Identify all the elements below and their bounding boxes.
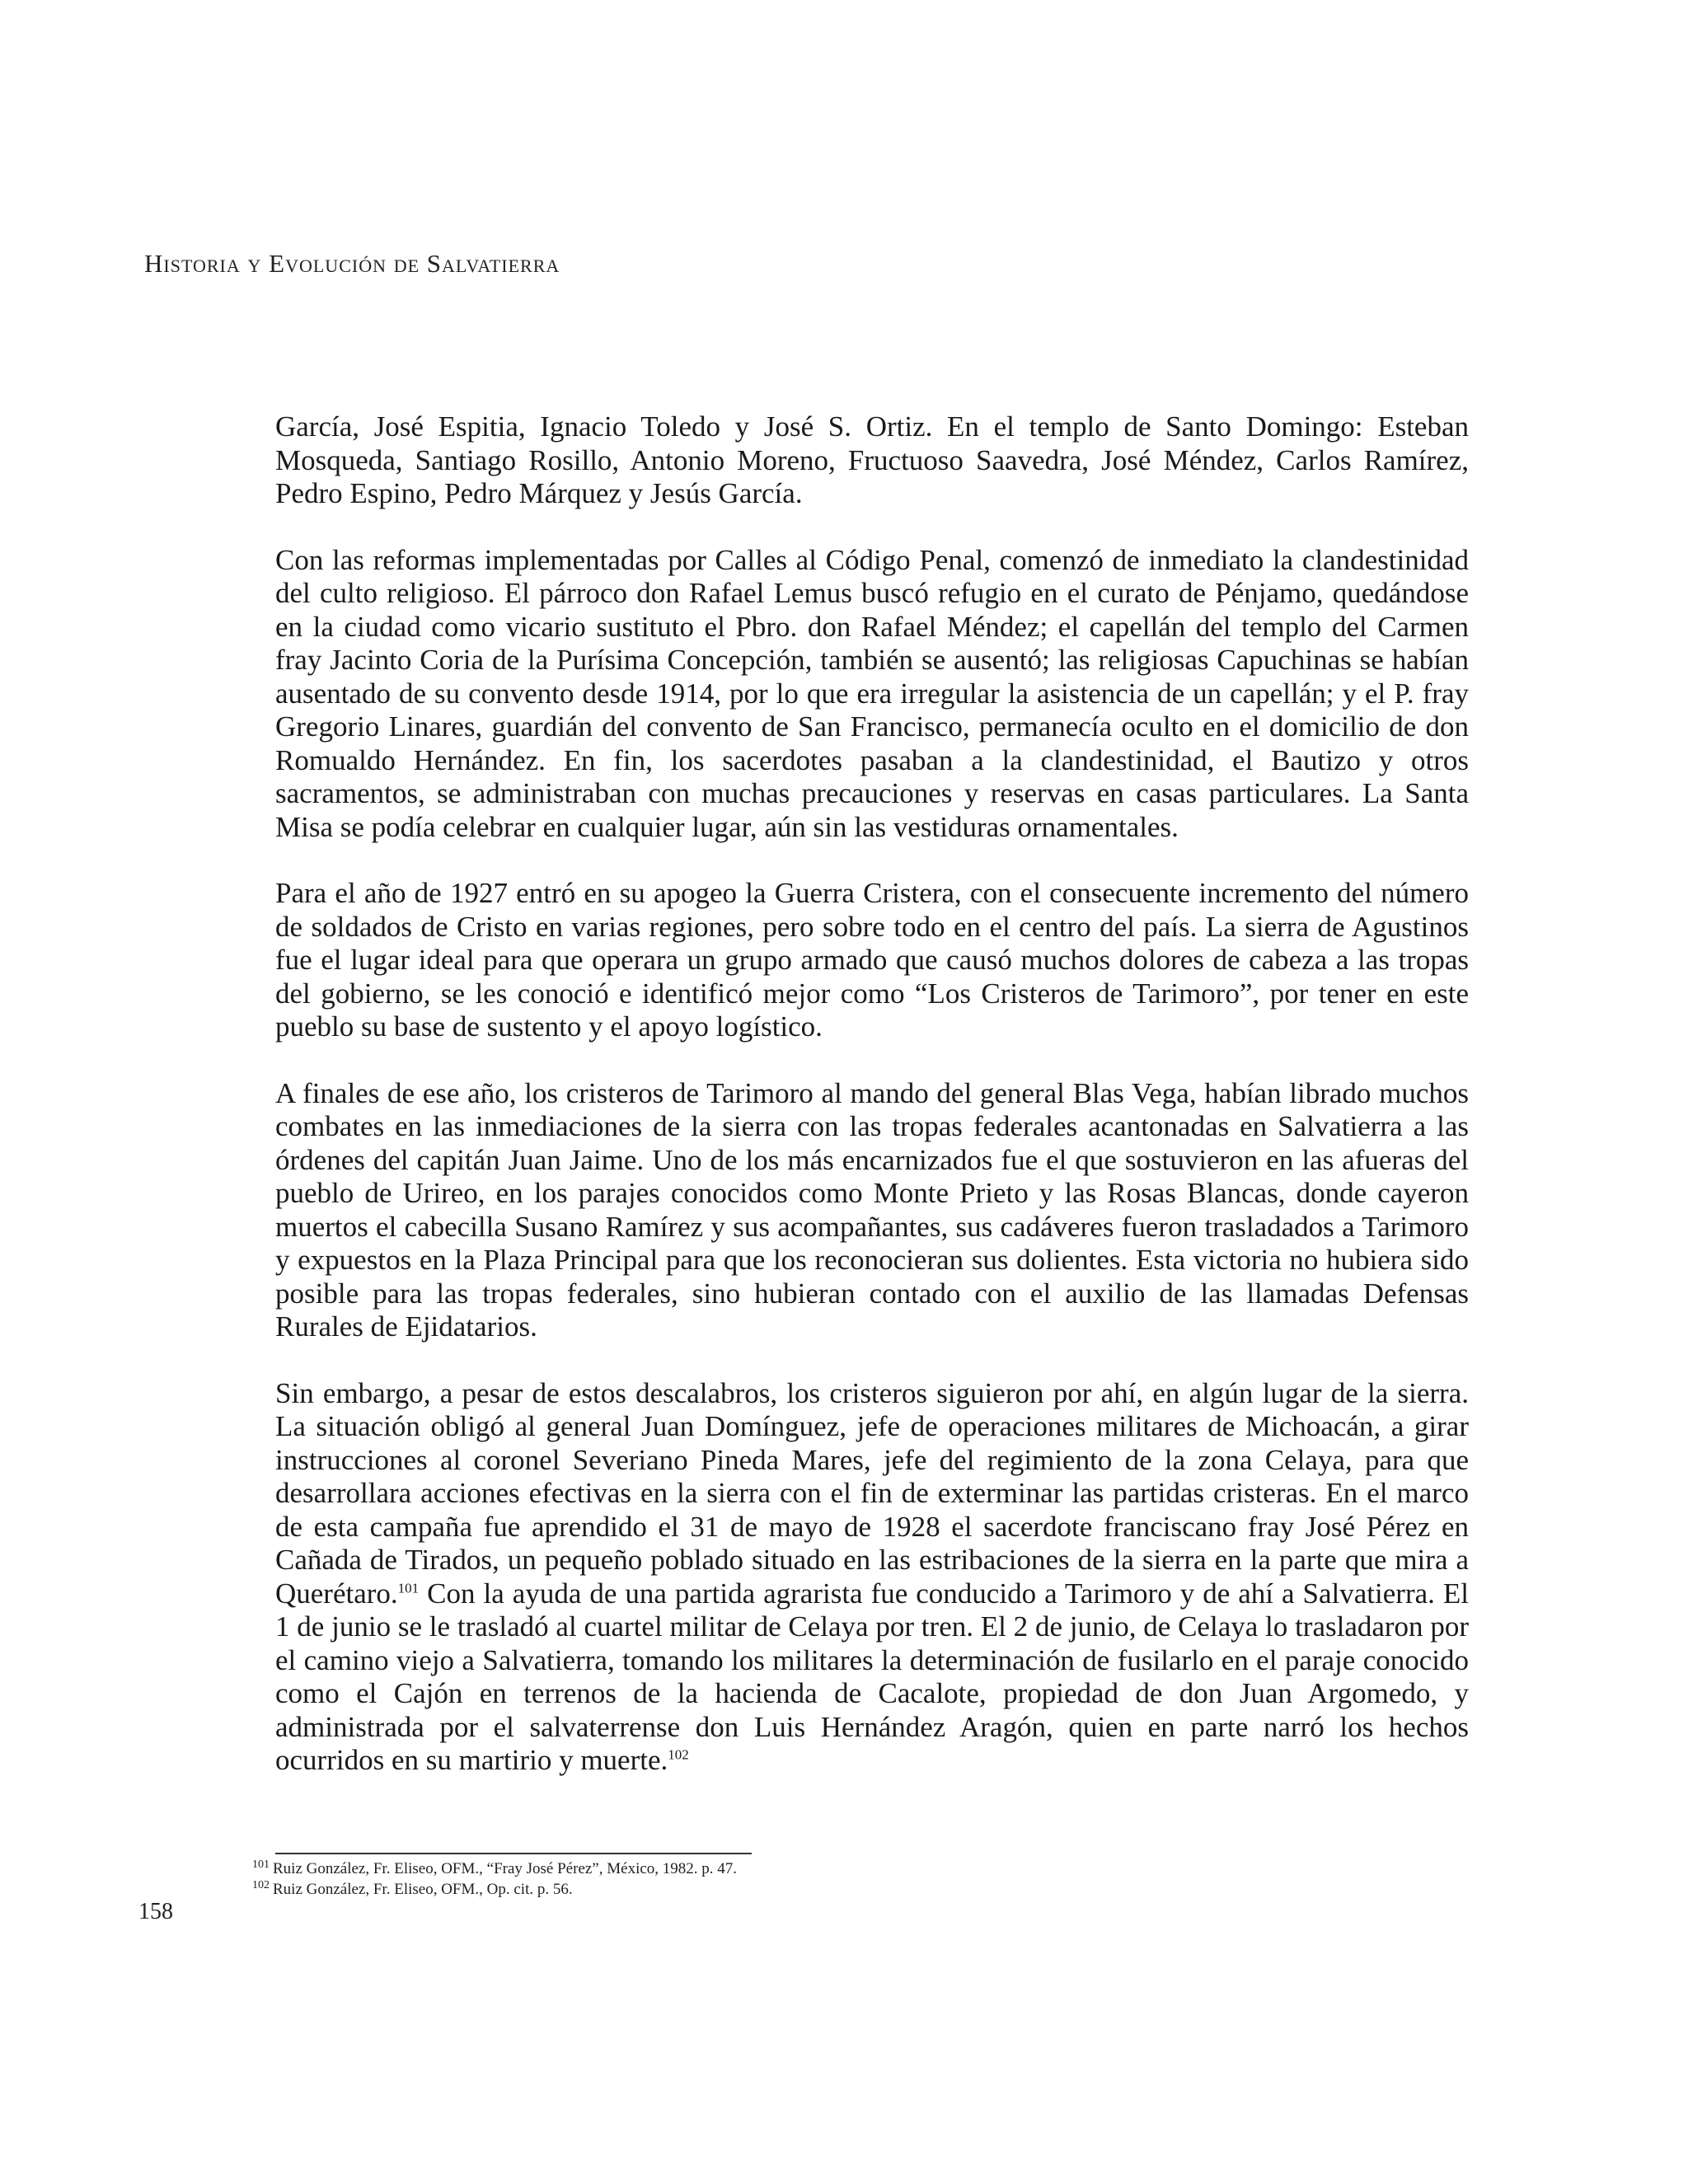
footnote-ref-101[interactable]: 101 bbox=[397, 1579, 420, 1596]
paragraph-5-part-1: Sin embargo, a pesar de estos descalabros, los cristeros siguieron por ahí, en algún lugar de la sierra. La situación obligó al general Juan Domínguez, jefe de operaciones militares de Michoacán, a girar instrucciones al coronel Severiano Pineda Mares, jefe del regimiento de la zona Celaya, para que desarrollara acciones efectivas en la sierra con el fin de exterminar las partidas cristeras. En el marco de esta campaña fue aprendido el 31 de mayo de 1928 el sacerdote franciscano fray José Pérez en Cañada de Tirados, un pequeño poblado situado en las estribaciones de la sierra en la parte que mira a Querétaro. bbox=[275, 1376, 1469, 1610]
main-text bbox=[275, 410, 1469, 1811]
running-header: Historia y Evolución de Salvatierra bbox=[144, 249, 560, 278]
paragraph-4: A finales de ese año, los cristeros de Tarimoro al mando del general Blas Vega, habían librado muchos combates en las inmediaciones de la sierra con las tropas federales acantonadas en Salvatierra a las órdenes del capitán Juan Jaime. Uno de los más encarnizados fue el que sostuvieron en las afueras del pueblo de Urireo, en los parajes conocidos como Monte Prieto y las Rosas Blancas, donde cayeron muertos el cabecilla Susano Ramírez y sus acompañantes, sus cadáveres fueron trasladados a Tarimoro y expuestos en la Plaza Principal para que los reconocieran sus dolientes. Esta victoria no hubiera sido posible para las tropas federales, sino hubieran contado con el auxilio de las llamadas Defensas Rurales de Ejidatarios. bbox=[275, 1076, 1469, 1343]
paragraph-2: Con las reformas implementadas por Calles al Código Penal, comenzó de inmediato la clandestinidad del culto religioso. El párroco don Rafael Lemus buscó refugio en el curato de Pénjamo, quedándose en la ciudad como vicario sustituto el Pbro. don Rafael Méndez; el capellán del templo del Carmen fray Jacinto Coria de la Purísima Concepción, también se ausentó; las religiosas Capuchinas se habían ausentado de su convento desde 1914, por lo que era irregular la asistencia de un capellán; y el P. fray Gregorio Linares, guardián del convento de San Francisco, permanecía oculto en el domicilio de don Romualdo Hernández. En fin, los sacerdotes pasaban a la clandestinidad, el Bautizo y otros sacramentos, se administraban con muchas precauciones y reservas en casas particulares. La Santa Misa se podía celebrar en cualquier lugar, aún sin las vestiduras ornamentales. bbox=[275, 543, 1469, 843]
footnote-ref-102[interactable]: 102 bbox=[668, 1746, 689, 1763]
footnote-number: 102 bbox=[252, 1878, 270, 1891]
paragraph-5-part-2: Con la ayuda de una partida agrarista fue conducido a Tarimoro y de ahí a Salvatierra. El 1 de junio se le trasladó al cuartel militar de Celaya por tren. El 2 de junio, de Celaya lo trasladaron por el camino viejo a Salvatierra, tomando los militares la determinación de fusilarlo en el paraje conocido como el Cajón en terrenos de la hacienda de Cacalote, propiedad de don Juan Argomedo, y administrada por el salvaterrense don Luis Hernández Aragón, quien en parte narró los hechos ocurridos en su martirio y muerte. bbox=[275, 1577, 1469, 1776]
footnote-divider bbox=[275, 1853, 752, 1854]
footnote-text: Ruiz González, Fr. Eliseo, OFM., Op. cit. p. 56. bbox=[273, 1881, 573, 1898]
footnote-102 bbox=[252, 1879, 994, 1900]
footnote-text: Ruiz González, Fr. Eliseo, OFM., “Fray José Pérez”, México, 1982. p. 47. bbox=[273, 1860, 738, 1877]
footnote-number: 101 bbox=[252, 1858, 270, 1871]
paragraph-1: García, José Espitia, Ignacio Toledo y José S. Ortiz. En el templo de Santo Domingo: Esteban Mosqueda, Santiago Rosillo, Antonio Moreno, Fructuoso Saavedra, José Méndez, Carlos Ramírez, Pedro Espino, Pedro Márquez y Jesús García. bbox=[275, 410, 1469, 509]
paragraph-3: Para el año de 1927 entró en su apogeo la Guerra Cristera, con el consecuente incremento del número de soldados de Cristo en varias regiones, pero sobre todo en el centro del país. La sierra de Agustinos fue el lugar ideal para que operara un grupo armado que causó muchos dolores de cabeza a las tropas del gobierno, se les conoció e identificó mejor como “Los Cristeros de Tarimoro”, por tener en este pueblo su base de sustento y el apoyo logístico. bbox=[275, 877, 1469, 1043]
page-number: 158 bbox=[138, 1899, 173, 1924]
footnote-101 bbox=[252, 1858, 994, 1879]
paragraph-5 bbox=[275, 1377, 1469, 1778]
footnotes bbox=[252, 1858, 994, 1900]
